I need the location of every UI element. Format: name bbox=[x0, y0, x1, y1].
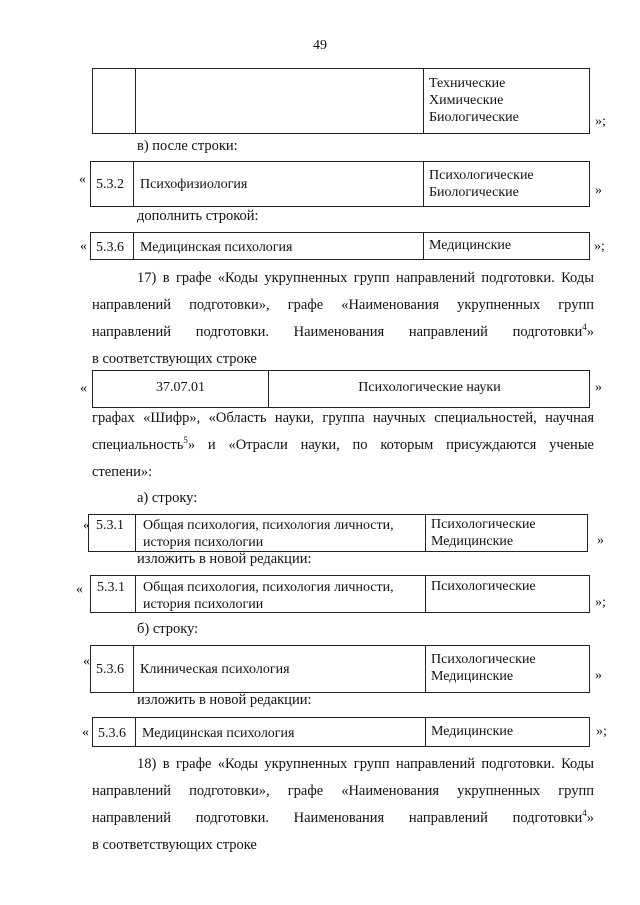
quote-close: » bbox=[597, 533, 604, 548]
quote-open: « bbox=[76, 582, 83, 597]
quote-close: »; bbox=[595, 114, 606, 129]
cell-name: Психологические науки bbox=[358, 380, 501, 395]
quote-open: « bbox=[83, 654, 90, 669]
label-after-row: в) после строки: bbox=[137, 138, 238, 154]
cell-code: 5.3.1 bbox=[97, 580, 125, 595]
table-continuation bbox=[92, 68, 590, 134]
quote-close: »; bbox=[595, 595, 606, 610]
label-add-row: дополнить строкой: bbox=[137, 208, 259, 224]
cell-name: Общая психология, психология личности, история психологии bbox=[143, 580, 394, 612]
quote-close: »; bbox=[594, 239, 605, 254]
label-new-wording: изложить в новой редакции: bbox=[137, 692, 312, 708]
paragraph-17: 17) в графе «Коды укрупненных групп направлений подготовки. Коды направлений подготовки», графе «Наименования укрупненных групп направлений подготовки. Наименования направлений подготовки$^4$» в соответствующих строке bbox=[92, 270, 594, 367]
quote-close: » bbox=[595, 183, 602, 198]
quote-open: « bbox=[80, 381, 87, 396]
quote-open: « bbox=[79, 172, 86, 187]
cell-directions: Психологические Медицинские bbox=[431, 517, 536, 549]
cell-directions: Психологические Биологические bbox=[429, 168, 534, 200]
cell-code: 37.07.01 bbox=[156, 380, 205, 395]
cell-name: Медицинская психология bbox=[142, 726, 295, 741]
cell-directions: Медицинские bbox=[429, 238, 512, 253]
label-row-b: б) строку: bbox=[137, 621, 199, 637]
cell-directions: Технические Химические Биологические bbox=[429, 76, 519, 125]
cell-code: 5.3.6 bbox=[96, 240, 124, 255]
quote-open: « bbox=[82, 725, 89, 740]
table-row-5-3-2 bbox=[90, 161, 590, 207]
cell-code: 5.3.6 bbox=[98, 726, 126, 741]
label-row-a: а) строку: bbox=[137, 490, 198, 506]
cell-name: Медицинская психология bbox=[140, 240, 293, 255]
label-new-wording: изложить в новой редакции: bbox=[137, 551, 312, 567]
paragraph-18: 18) в графе «Коды укрупненных групп направлений подготовки. Коды направлений подготовки», графе «Наименования укрупненных групп направлений подготовки. Наименования направлений подготовки$^4$» в соответствующих строке bbox=[92, 756, 594, 853]
table-row-5-3-1-new bbox=[90, 575, 590, 613]
table-row-5-3-6 bbox=[90, 232, 590, 260]
quote-close: » bbox=[595, 668, 602, 683]
quote-open: « bbox=[80, 239, 87, 254]
cell-name: Психофизиология bbox=[140, 177, 248, 192]
table-row-5-3-6-new bbox=[92, 717, 590, 747]
cell-code: 5.3.6 bbox=[96, 662, 124, 677]
cell-directions: Психологические Медицинские bbox=[431, 652, 536, 684]
quote-close: »; bbox=[596, 724, 607, 739]
table-row-5-3-1-old bbox=[88, 514, 588, 552]
cell-code: 5.3.1 bbox=[96, 518, 124, 533]
quote-open: « bbox=[83, 518, 90, 533]
cell-directions: Медицинские bbox=[431, 724, 514, 739]
quote-close: » bbox=[595, 380, 602, 395]
cell-name: Клиническая психология bbox=[140, 662, 290, 677]
cell-code: 5.3.2 bbox=[96, 177, 124, 192]
page-number: 49 bbox=[313, 38, 327, 53]
table-row-5-3-6-old bbox=[90, 645, 590, 693]
cell-name: Общая психология, психология личности, история психологии bbox=[143, 518, 394, 550]
paragraph-columns: графах «Шифр», «Область науки, группа научных специальностей, научная специальность$^5$» и «Отрасли науки, по которым присуждаются ученые степени»: bbox=[92, 410, 594, 480]
cell-directions: Психологические bbox=[431, 579, 536, 594]
table-row-37-07-01 bbox=[92, 370, 590, 408]
